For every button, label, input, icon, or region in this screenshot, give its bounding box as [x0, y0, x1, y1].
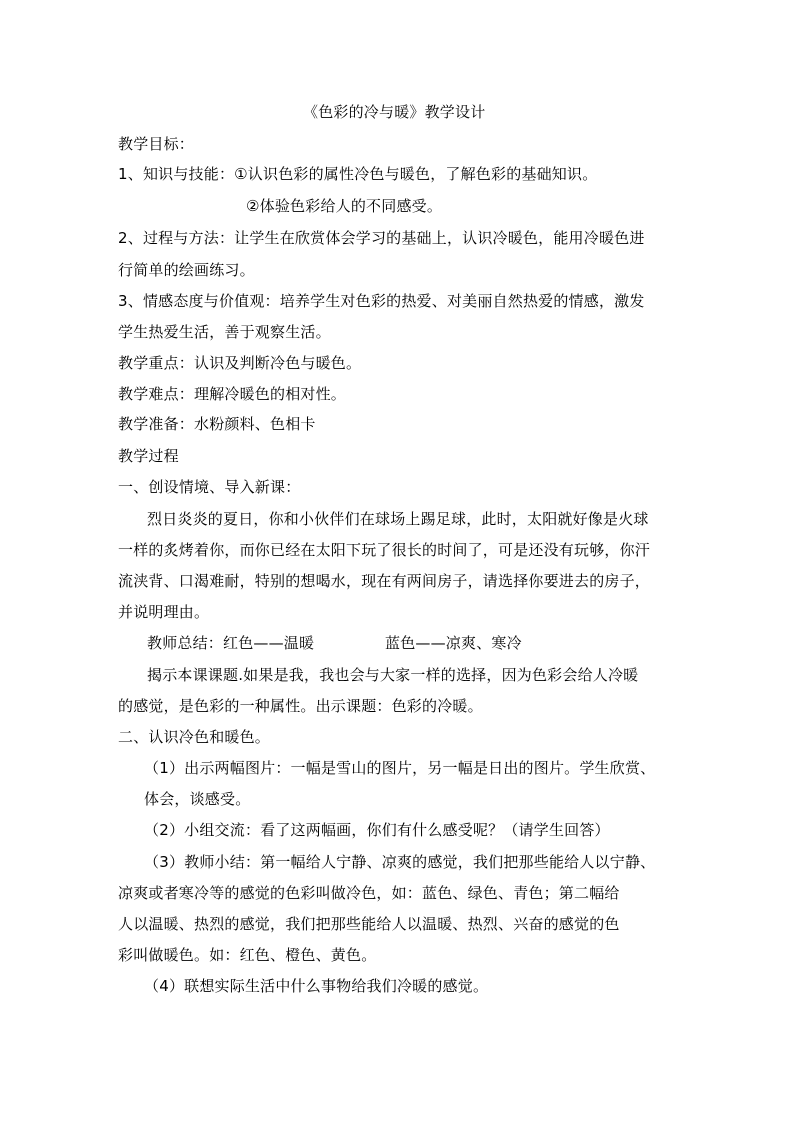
section-2-item-3-line-2: 凉爽或者寒冷等的感觉的色彩叫做冷色，如：蓝色、绿色、青色；第二幅给	[118, 884, 620, 902]
objective-process-line-2: 行简单的绘画练习。	[118, 261, 255, 279]
section-1-topic-line-1: 揭示本课课题.如果是我，我也会与大家一样的选择，因为色彩会给人冷暖	[147, 666, 639, 684]
section-2-item-4: （4）联想实际生活中什么事物给我们冷暖的感觉。	[144, 977, 489, 995]
section-2-item-1-line-1: （1）出示两幅图片：一幅是雪山的图片，另一幅是日出的图片。学生欣赏、	[144, 759, 656, 777]
section-2-item-2: （2）小组交流：看了这两幅画，你们有什么感受呢？（请学生回答）	[144, 821, 610, 839]
section-1-heading: 一、创设情境、导入新课：	[118, 478, 301, 496]
section-2-item-1-line-2: 体会，谈感受。	[144, 790, 251, 808]
objective-process-line-1: 2、过程与方法：让学生在欣赏体会学习的基础上，认识冷暖色，能用冷暖色进	[118, 229, 645, 247]
section-2-item-3-line-1: （3）教师小结：第一幅给人宁静、凉爽的感觉，我们把那些能给人以宁静、	[144, 853, 656, 871]
key-point: 教学重点：认识及判断冷色与暖色。	[118, 354, 362, 372]
section-1-topic-line-2: 的感觉，是色彩的一种属性。出示课题：色彩的冷暖。	[118, 697, 483, 715]
objective-emotion-line-1: 3、情感态度与价值观：培养学生对色彩的热爱、对美丽自然热爱的情感，激发	[118, 292, 645, 310]
section-1-paragraph-line-1: 烈日炎炎的夏日，你和小伙伴们在球场上踢足球，此时，太阳就好像是火球	[147, 510, 649, 528]
section-2-item-3-line-4: 彩叫做暖色。如：红色、橙色、黄色。	[118, 946, 377, 964]
section-1-paragraph-line-3: 流浃背、口渴难耐，特别的想喝水，现在有两间房子，请选择你要进去的房子，	[118, 572, 651, 590]
objective-emotion-line-2: 学生热爱生活，善于观察生活。	[118, 323, 331, 341]
objective-knowledge: 1、知识与技能：①认识色彩的属性冷色与暖色，了解色彩的基础知识。	[118, 165, 598, 183]
teacher-summary-cool: 蓝色——凉爽、寒冷	[385, 634, 522, 652]
document-title: 《色彩的冷与暖》教学设计	[303, 103, 486, 121]
objectives-heading: 教学目标：	[118, 135, 195, 153]
section-1-paragraph-line-2: 一样的炙烤着你，而你已经在太阳下玩了很长的时间了，可是还没有玩够，你汗	[118, 541, 651, 559]
difficulty: 教学难点：理解冷暖色的相对性。	[118, 385, 347, 403]
objective-knowledge-2: ②体验色彩给人的不同感受。	[246, 197, 443, 215]
process-heading: 教学过程	[118, 447, 179, 465]
section-1-paragraph-line-4: 并说明理由。	[118, 603, 210, 621]
section-2-item-3-line-3: 人以温暖、热烈的感觉，我们把那些能给人以温暖、热烈、兴奋的感觉的色	[118, 915, 620, 933]
preparation: 教学准备：水粉颜料、色相卡	[118, 415, 316, 433]
section-2-heading: 二、认识冷色和暖色。	[118, 728, 271, 746]
teacher-summary-warm: 教师总结：红色——温暖	[147, 634, 315, 652]
